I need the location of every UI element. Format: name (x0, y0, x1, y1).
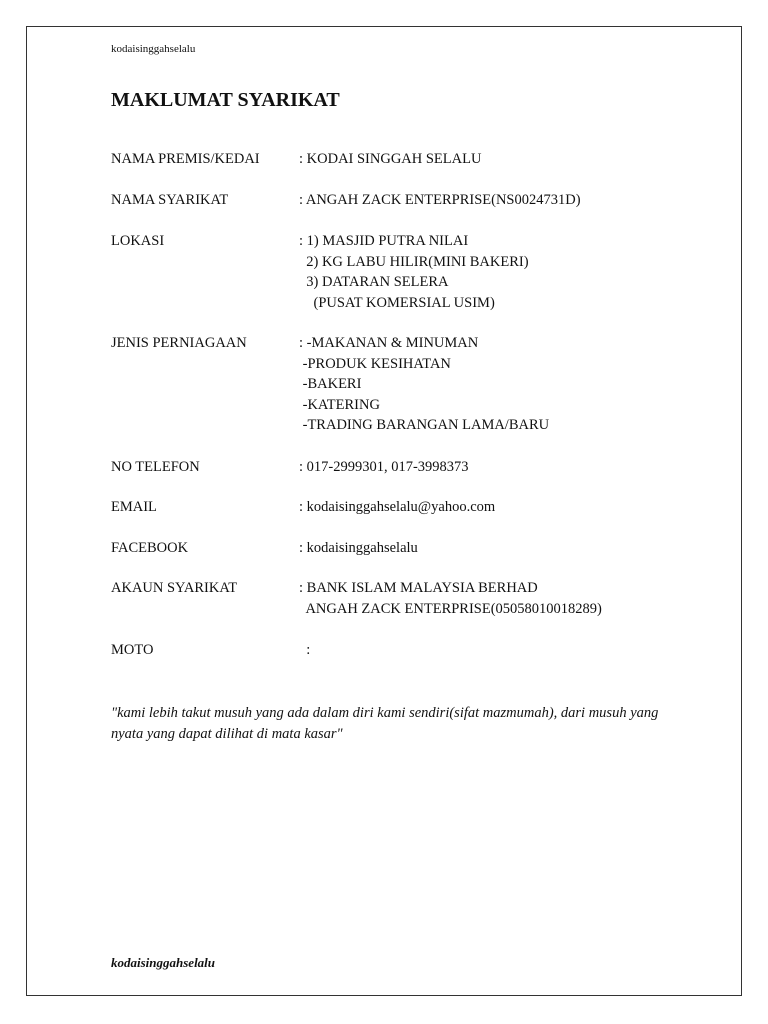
moto-quote: "kami lebih takut musuh yang ada dalam diri kami sendiri(sifat mazmumah), dari musuh yang nyata yang dapat dilihat di mata kasar" (111, 705, 659, 742)
value-line: : -MAKANAN & MINUMAN (299, 335, 479, 351)
row-label: NAMA SYARIKAT (111, 192, 229, 208)
row-label: AKAUN SYARIKAT (111, 580, 238, 596)
row-label: JENIS PERNIAGAAN (111, 335, 247, 351)
value-line: : (299, 642, 311, 658)
value-line: -BAKERI (299, 376, 362, 392)
value-line: -TRADING BARANGAN LAMA/BARU (299, 417, 550, 433)
row-value (299, 190, 581, 211)
header-text: kodaisinggahselalu (111, 43, 196, 55)
page-title: MAKLUMAT SYARIKAT (111, 89, 340, 111)
value-line: -PRODUK KESIHATAN (299, 355, 451, 372)
row-value (299, 333, 549, 436)
value-line: : kodaisinggahselalu@yahoo.com (299, 499, 496, 515)
row-label: EMAIL (111, 499, 157, 515)
value-line: 2) KG LABU HILIR(MINI BAKERI) (299, 253, 529, 270)
value-line: 3) DATARAN SELERA (299, 274, 449, 290)
row-value (299, 457, 469, 478)
value-line: : 017-2999301, 017-3998373 (299, 459, 469, 475)
row-label: NAMA PREMIS/KEDAI (111, 151, 260, 167)
value-line: ANGAH ZACK ENTERPRISE(05058010018289) (299, 600, 602, 617)
document-page (26, 26, 742, 996)
row-value (299, 231, 529, 313)
row-value (299, 538, 418, 559)
value-line: -KATERING (299, 396, 380, 413)
row-value (299, 497, 495, 518)
footer-text: kodaisinggahselalu (111, 955, 216, 970)
value-line: : ANGAH ZACK ENTERPRISE(NS0024731D) (299, 192, 581, 208)
value-line: : BANK ISLAM MALAYSIA BERHAD (299, 580, 538, 596)
value-line: : kodaisinggahselalu (299, 540, 418, 556)
value-line: : KODAI SINGGAH SELALU (299, 151, 482, 167)
row-value (299, 640, 310, 661)
row-value (299, 578, 602, 619)
row-label: FACEBOOK (111, 540, 189, 556)
row-label: NO TELEFON (111, 459, 200, 475)
row-label: LOKASI (111, 233, 165, 249)
value-line: : 1) MASJID PUTRA NILAI (299, 233, 469, 249)
row-value (299, 149, 481, 170)
row-label: MOTO (111, 642, 154, 658)
value-line: (PUSAT KOMERSIAL USIM) (299, 294, 495, 311)
